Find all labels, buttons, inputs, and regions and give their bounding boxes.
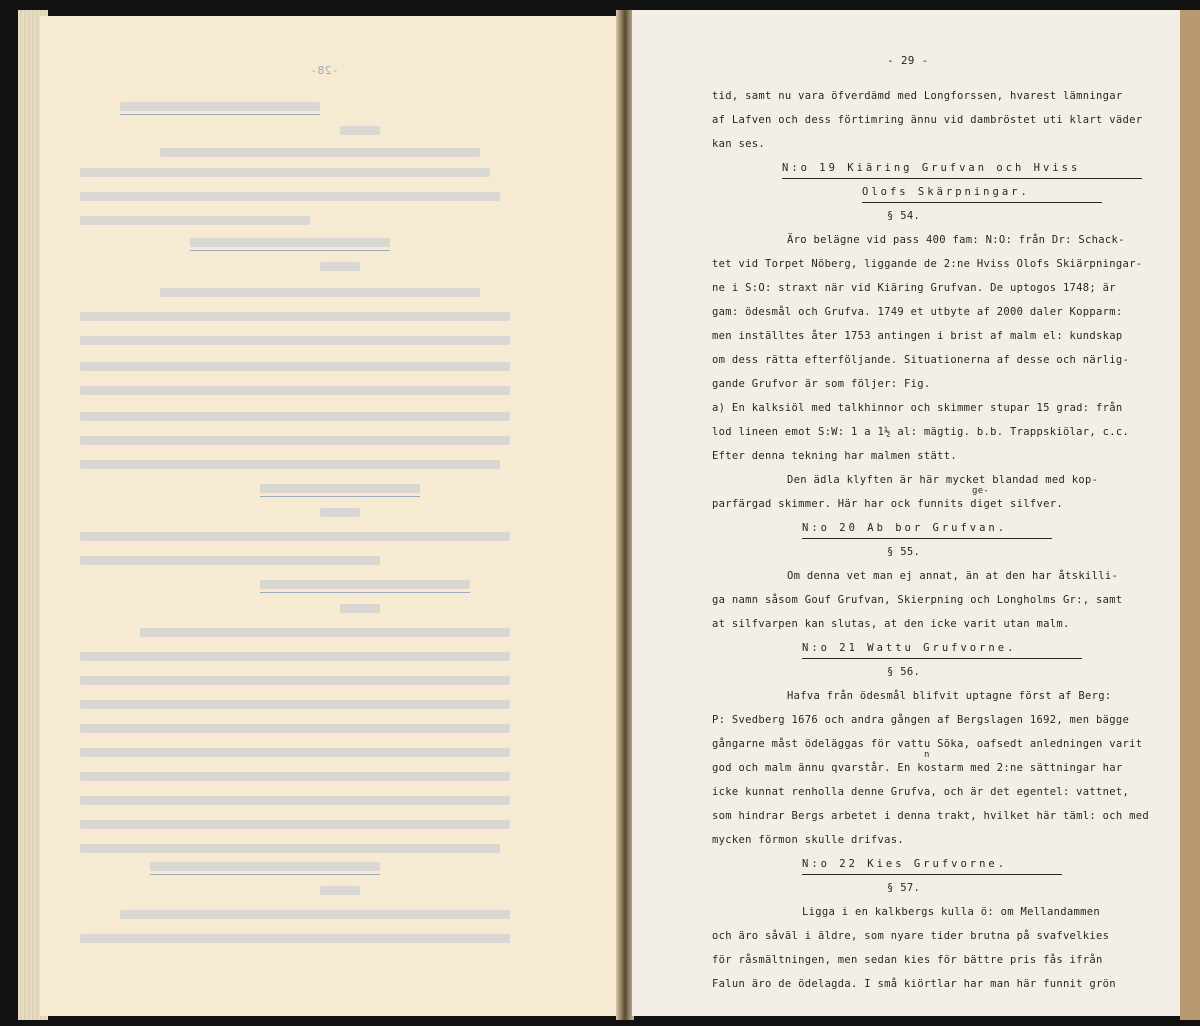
text-line-22: ga namn såsom Gouf Grufvan, Skierpning och Longholms Gr:, samt <box>712 594 1123 606</box>
section-55: § 55. <box>887 546 921 558</box>
text-line-2: af Lafven och dess förtimring ännu vid dambröstet uti klart väder <box>712 114 1143 126</box>
book-spread <box>18 10 1196 1020</box>
text-line-23: at silfvarpen kan slutas, at den icke varit utan malm. <box>712 618 1070 630</box>
text-line-37: för råsmältningen, men sedan kies för bättre pris fås ifrån <box>712 954 1103 966</box>
text-line-15: lod lineen emot S:W: 1 a 1½ al: mägtig. b.b. Trappskiölar, c.c. <box>712 426 1130 438</box>
text-line-36: och äro såväl i äldre, som nyare tider brutna på svafvelkies <box>712 930 1110 942</box>
interlinear-ge: ge- <box>972 486 990 496</box>
text-line-30: icke kunnat renholla denne Grufva, och är det egentel: vattnet, <box>712 786 1130 798</box>
text-line-31: som hindrar Bergs arbetet i denna trakt, hvilket här täml: och med <box>712 810 1150 822</box>
right-cover-edge <box>1180 10 1200 1020</box>
text-line-3: kan ses. <box>712 138 765 150</box>
text-line-7: Äro belägne vid pass 400 fam: N:O: från Dr: Schack- <box>787 234 1125 246</box>
left-page <box>40 16 620 1016</box>
text-line-29: god och malm ännu qvarstår. En kostarm med 2:ne sättningar har <box>712 762 1123 774</box>
heading-no20: N:o 20 Ab bor Grufvan. <box>802 522 1008 534</box>
text-line-38: Falun äro de ödelagda. I små kiörtlar har man här funnit grön <box>712 978 1116 990</box>
page-number: - 29 - <box>887 54 929 67</box>
text-line-16: Efter denna tekning har malmen stätt. <box>712 450 957 462</box>
text-line-18: parfärgad skimmer. Här har ock funnits diget silfver. <box>712 498 1063 510</box>
left-page-number: -28- <box>310 64 339 77</box>
interlinear-n: n <box>924 750 930 760</box>
text-line-9: ne i S:O: straxt när vid Kiäring Grufvan. De uptogos 1748; är <box>712 282 1116 294</box>
heading-no22: N:o 22 Kies Grufvorne. <box>802 858 1008 870</box>
bleed-through-text <box>40 16 620 1016</box>
text-line-26: Hafva från ödesmål blifvit uptagne först af Berg: <box>787 690 1112 702</box>
section-56: § 56. <box>887 666 921 678</box>
text-line-27: P: Svedberg 1676 och andra gången af Bergslagen 1692, men bägge <box>712 714 1130 726</box>
section-57: § 57. <box>887 882 921 894</box>
text-line-10: gam: ödesmål och Grufva. 1749 et utbyte af 2000 daler Kopparm: <box>712 306 1123 318</box>
text-line-28: gångarne måst ödeläggas för vattu Söka, oafsedt anledningen varit <box>712 738 1143 750</box>
text-line-17: Den ädla klyften är här mycket blandad med kop- <box>787 474 1099 486</box>
text-line-13: gande Grufvor är som följer: Fig. <box>712 378 931 390</box>
heading-no21: N:o 21 Wattu Grufvorne. <box>802 642 1017 654</box>
text-line-35: Ligga i en kalkbergs kulla ö: om Mellandammen <box>802 906 1100 918</box>
text-line-11: men inställtes åter 1753 antingen i brist af malm el: kundskap <box>712 330 1123 342</box>
text-line-8: tet vid Torpet Nöberg, liggande de 2:ne Hviss Olofs Skiärpningar- <box>712 258 1143 270</box>
text-line-21: Om denna vet man ej annat, än at den har åtskilli- <box>787 570 1119 582</box>
section-54: § 54. <box>887 210 921 222</box>
text-line-32: mycken förmon skulle drifvas. <box>712 834 905 846</box>
heading-no19: N:o 19 Kiäring Grufvan och Hviss <box>782 162 1081 174</box>
right-page <box>632 10 1200 1016</box>
text-line-12: om dess rätta efterföljande. Situationerna af desse och närlig- <box>712 354 1130 366</box>
text-line-1: tid, samt nu vara öfverdämd med Longforssen, hvarest lämningar <box>712 90 1123 102</box>
heading-no19-cont: Olofs Skärpningar. <box>862 186 1030 198</box>
text-line-14: a) En kalksiöl med talkhinnor och skimmer stupar 15 grad: från <box>712 402 1123 414</box>
